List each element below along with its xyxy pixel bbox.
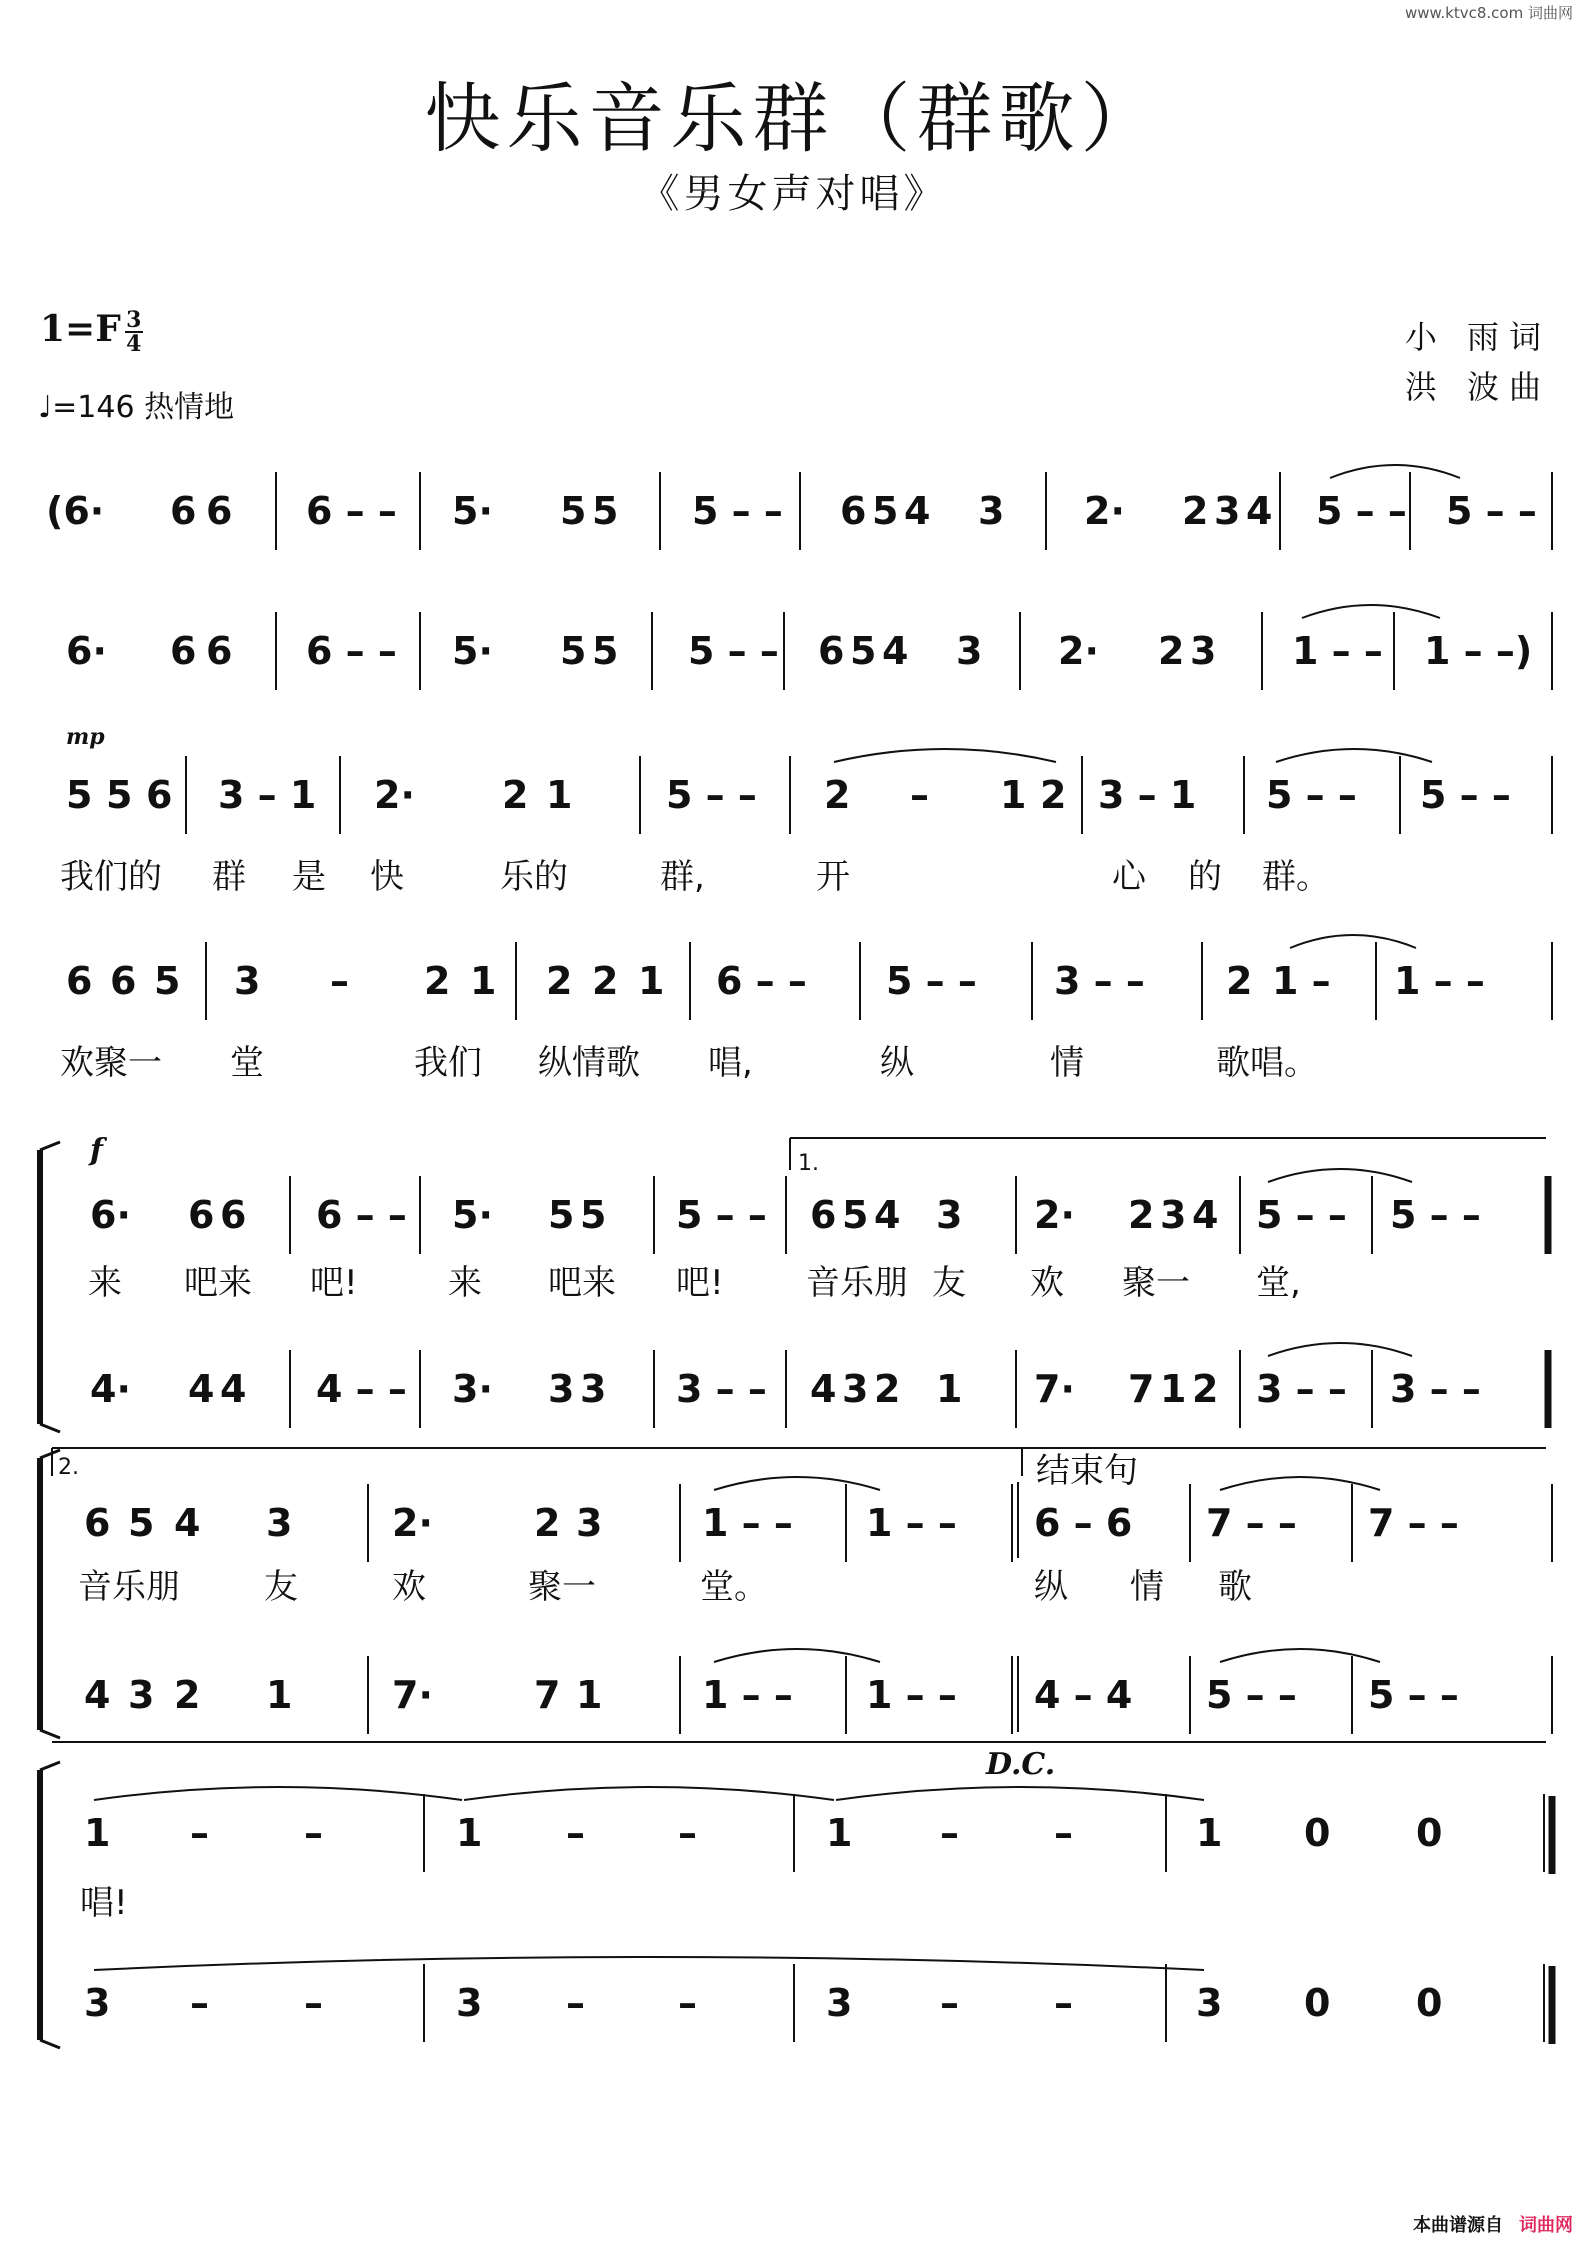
note: 1 – –	[1292, 629, 1383, 673]
dc-marking: D.C.	[986, 1747, 1056, 1782]
composer-credit: 洪 波曲	[1404, 368, 1551, 406]
upper-note: 3	[936, 1193, 963, 1237]
lower-note: 1	[936, 1367, 963, 1411]
note: 4	[1246, 489, 1273, 533]
lyric: 开	[816, 857, 850, 897]
note: 1 – –)	[1424, 629, 1533, 673]
lower-note: 1	[1160, 1367, 1187, 1411]
lyric: 群	[212, 857, 246, 897]
note: 2	[546, 959, 573, 1003]
tie-arc	[1268, 1169, 1412, 1182]
system-bracket	[40, 1450, 60, 1458]
lower-note: –	[678, 1981, 697, 2025]
volta-2-label: 2.	[58, 1455, 79, 1480]
note: 1	[470, 959, 497, 1003]
lower-note: 2	[174, 1673, 201, 1717]
upper-note: 6	[84, 1501, 111, 1545]
upper-note: 5	[128, 1501, 155, 1545]
tie-arc	[1290, 935, 1416, 948]
lower-note: 4	[84, 1673, 111, 1717]
note: 5	[850, 629, 877, 673]
lyricist-credit: 小 雨词	[1404, 318, 1551, 356]
system-bracket	[40, 1762, 60, 1770]
upper-note: 1	[826, 1811, 853, 1855]
lyric: 堂,	[1256, 1263, 1301, 1303]
lyric: 欢聚一	[60, 1043, 162, 1083]
tie-arc	[714, 1649, 880, 1662]
note: 6 – –	[306, 489, 397, 533]
lower-note: 7·	[1034, 1367, 1075, 1411]
upper-note: 0	[1416, 1811, 1443, 1855]
lyric: 是	[292, 857, 326, 897]
upper-note: 6	[810, 1193, 837, 1237]
system-bracket	[40, 1142, 60, 1150]
upper-note: 2	[1128, 1193, 1155, 1237]
lower-note: 0	[1304, 1981, 1331, 2025]
upper-note: 1	[456, 1811, 483, 1855]
lower-note: 4·	[90, 1367, 131, 1411]
note: 6	[818, 629, 845, 673]
upper-note: –	[566, 1811, 585, 1855]
lower-note: 7·	[392, 1673, 433, 1717]
tie-arc	[1330, 465, 1460, 478]
upper-note: 2	[534, 1501, 561, 1545]
upper-note: –	[940, 1811, 959, 1855]
lower-note: –	[1054, 1981, 1073, 2025]
lower-note: 3	[842, 1367, 869, 1411]
lyric: 友	[932, 1263, 966, 1303]
note: 6·	[66, 629, 107, 673]
lyric: 吧来	[548, 1263, 616, 1303]
lower-note: 7	[534, 1673, 561, 1717]
upper-note: 1	[1196, 1811, 1223, 1855]
lyric: 友	[264, 1567, 298, 1607]
song-subtitle: 《男女声对唱》	[639, 171, 948, 217]
note: 5	[592, 489, 619, 533]
note: 2	[1226, 959, 1253, 1003]
note: 5	[66, 773, 93, 817]
note: 3	[234, 959, 261, 1003]
tie-arc	[1302, 605, 1440, 618]
lyric: 唱,	[708, 1043, 753, 1083]
lower-note: 3 – –	[676, 1367, 767, 1411]
lyric: 吧来	[184, 1263, 252, 1303]
lyric: 的	[1188, 857, 1222, 897]
upper-note: 5 – –	[676, 1193, 767, 1237]
upper-note: 6·	[90, 1193, 131, 1237]
note: 2·	[1058, 629, 1099, 673]
upper-note: 5 – –	[1390, 1193, 1481, 1237]
note: 5	[592, 629, 619, 673]
note: 6	[206, 489, 233, 533]
lower-note: 4 – 4	[1034, 1673, 1133, 1717]
lyric: 纵情歌	[538, 1043, 640, 1083]
note: 2·	[374, 773, 415, 817]
upper-note: 4	[1192, 1193, 1219, 1237]
lyric: 我们	[414, 1043, 482, 1083]
lyric: 歌唱。	[1216, 1043, 1318, 1083]
upper-note: 3	[266, 1501, 293, 1545]
tie-arc	[714, 1477, 880, 1490]
upper-note: 3	[576, 1501, 603, 1545]
system-bracket	[40, 1424, 60, 1432]
lower-note: 4 – –	[316, 1367, 407, 1411]
lower-note: 1 – –	[866, 1673, 957, 1717]
upper-note: 1	[84, 1811, 111, 1855]
lyric: 欢	[1030, 1263, 1064, 1303]
lower-note: 3	[1196, 1981, 1223, 2025]
lyric: 纵	[880, 1043, 914, 1083]
upper-note: 5	[580, 1193, 607, 1237]
upper-note: 4	[174, 1501, 201, 1545]
upper-note: 7 – –	[1368, 1501, 1459, 1545]
upper-note: –	[190, 1811, 209, 1855]
lyric: 我们的	[60, 857, 162, 897]
note: 6	[146, 773, 173, 817]
note: 1 – –	[1394, 959, 1485, 1003]
lower-note: 3	[826, 1981, 853, 2025]
note: 3 – –	[1054, 959, 1145, 1003]
upper-note: 5	[842, 1193, 869, 1237]
note: 5·	[452, 629, 493, 673]
note: 5	[872, 489, 899, 533]
note: 1	[1000, 773, 1027, 817]
key-label: 1=F	[40, 308, 121, 350]
lower-note: 3	[580, 1367, 607, 1411]
note: 6 – –	[716, 959, 807, 1003]
upper-note: 5·	[452, 1193, 493, 1237]
lower-note: 4	[188, 1367, 215, 1411]
lyric: 群,	[660, 857, 705, 897]
upper-note: 6 – –	[316, 1193, 407, 1237]
tie-arc	[836, 1787, 1204, 1800]
lower-note: 2	[874, 1367, 901, 1411]
lyric: 群。	[1262, 857, 1330, 897]
volta-1-label: 1.	[798, 1151, 819, 1176]
lower-note: 3·	[452, 1367, 493, 1411]
note: 1	[546, 773, 573, 817]
time-signature: $\frac{3}{4}$	[126, 307, 142, 357]
footer-brand: 词曲网	[1519, 2215, 1573, 2236]
note: 2	[424, 959, 451, 1003]
upper-note: 6 – 6	[1034, 1501, 1133, 1545]
tempo-marking: ♩=146 热情地	[38, 390, 235, 425]
lyric: 欢	[392, 1567, 426, 1607]
note: 5 – –	[666, 773, 757, 817]
lyric: 唱!	[80, 1883, 128, 1923]
note: 2	[1182, 489, 1209, 533]
lower-note: 1	[576, 1673, 603, 1717]
note: 2	[502, 773, 529, 817]
note: 3 – 1	[218, 773, 317, 817]
note: 6	[206, 629, 233, 673]
note: 3	[1214, 489, 1241, 533]
tie-arc	[1276, 749, 1432, 762]
lower-note: 7	[1128, 1367, 1155, 1411]
tie-arc	[1220, 1477, 1380, 1490]
upper-note: –	[678, 1811, 697, 1855]
note: (6·	[46, 489, 105, 533]
lower-note: 3 – –	[1256, 1367, 1347, 1411]
lower-note: 0	[1416, 1981, 1443, 2025]
note: –	[330, 959, 349, 1003]
system-bracket	[40, 1730, 60, 1738]
lower-note: –	[304, 1981, 323, 2025]
note: 5 – –	[1316, 489, 1407, 533]
note: 5 – –	[692, 489, 783, 533]
note: 2	[592, 959, 619, 1003]
upper-note: 1 – –	[866, 1501, 957, 1545]
lyric: 情	[1050, 1043, 1084, 1083]
note: 5	[106, 773, 133, 817]
tie-arc	[834, 749, 1056, 762]
upper-note: 1 – –	[702, 1501, 793, 1545]
note: 5 – –	[1420, 773, 1511, 817]
note: 5 – –	[688, 629, 779, 673]
upper-note: 7 – –	[1206, 1501, 1297, 1545]
lower-note: 4	[220, 1367, 247, 1411]
note: 4	[882, 629, 909, 673]
note: 6	[110, 959, 137, 1003]
upper-note: 6	[188, 1193, 215, 1237]
lyric: 吧!	[310, 1263, 358, 1303]
dynamic-marking: mp	[66, 724, 105, 750]
lyric: 来	[88, 1263, 122, 1303]
lyric: 聚一	[1122, 1263, 1190, 1303]
lower-note: 3 – –	[1390, 1367, 1481, 1411]
lower-note: 3	[84, 1981, 111, 2025]
upper-note: 0	[1304, 1811, 1331, 1855]
note: 5 – –	[1446, 489, 1537, 533]
note: 5·	[452, 489, 493, 533]
lower-note: 3	[128, 1673, 155, 1717]
lower-note: 4	[810, 1367, 837, 1411]
note: 2	[1040, 773, 1067, 817]
lyric: 堂。	[700, 1567, 768, 1607]
note: 1	[638, 959, 665, 1003]
note: 3	[956, 629, 983, 673]
lower-note: 5 – –	[1206, 1673, 1297, 1717]
lyric: 吧!	[676, 1263, 724, 1303]
upper-note: 2·	[392, 1501, 433, 1545]
lyric: 快	[370, 857, 404, 897]
note: 6	[170, 489, 197, 533]
upper-note: 6	[220, 1193, 247, 1237]
lyric: 来	[448, 1263, 482, 1303]
note: 2	[1158, 629, 1185, 673]
lower-note: –	[940, 1981, 959, 2025]
note: 6 – –	[306, 629, 397, 673]
upper-note: 5 – –	[1256, 1193, 1347, 1237]
upper-note: 3	[1160, 1193, 1187, 1237]
site-watermark: www.ktvc8.com 词曲网	[1404, 4, 1573, 22]
lyric: 堂	[230, 1043, 264, 1083]
note: 1 –	[1272, 959, 1331, 1003]
tie-arc	[94, 1787, 462, 1800]
lyric: 聚一	[528, 1567, 596, 1607]
lower-note: 3	[456, 1981, 483, 2025]
upper-note: –	[1054, 1811, 1073, 1855]
note: 6	[170, 629, 197, 673]
upper-note: 2·	[1034, 1193, 1075, 1237]
tie-arc	[1220, 1649, 1380, 1662]
note: 2	[824, 773, 851, 817]
lyric: 音乐朋	[806, 1263, 908, 1303]
tie-arc	[464, 1787, 834, 1800]
lyric: 情	[1130, 1567, 1164, 1607]
note: 5 – –	[886, 959, 977, 1003]
lyric: 歌	[1218, 1567, 1252, 1607]
note: 5	[154, 959, 181, 1003]
tie-arc	[1268, 1343, 1412, 1356]
lower-note: 3	[548, 1367, 575, 1411]
lower-note: –	[190, 1981, 209, 2025]
lower-note: 1 – –	[702, 1673, 793, 1717]
lyric: 纵	[1034, 1567, 1068, 1607]
note: 6	[66, 959, 93, 1003]
upper-note: –	[304, 1811, 323, 1855]
note: 5 – –	[1266, 773, 1357, 817]
lower-note: 2	[1192, 1367, 1219, 1411]
note: 3 – 1	[1098, 773, 1197, 817]
note: 3	[1190, 629, 1217, 673]
note: 4	[904, 489, 931, 533]
tie-arc	[94, 1957, 1204, 1970]
song-title: 快乐音乐群（群歌）	[424, 74, 1163, 163]
lower-note: 5 – –	[1368, 1673, 1459, 1717]
lyric: 音乐朋	[78, 1567, 180, 1607]
lower-note: –	[566, 1981, 585, 2025]
upper-note: 4	[874, 1193, 901, 1237]
note: 3	[978, 489, 1005, 533]
footer-source: 本曲谱源自	[1413, 2215, 1503, 2236]
note: 6	[840, 489, 867, 533]
lower-note: 1	[266, 1673, 293, 1717]
ending-label: 结束句	[1036, 1451, 1138, 1491]
note: 2·	[1084, 489, 1125, 533]
lyric: 心	[1112, 857, 1146, 897]
lyric: 乐的	[500, 857, 568, 897]
dynamic-marking: f	[90, 1133, 103, 1168]
note: 5	[560, 629, 587, 673]
note: 5	[560, 489, 587, 533]
system-bracket	[40, 2040, 60, 2048]
upper-note: 5	[548, 1193, 575, 1237]
note: –	[910, 773, 929, 817]
